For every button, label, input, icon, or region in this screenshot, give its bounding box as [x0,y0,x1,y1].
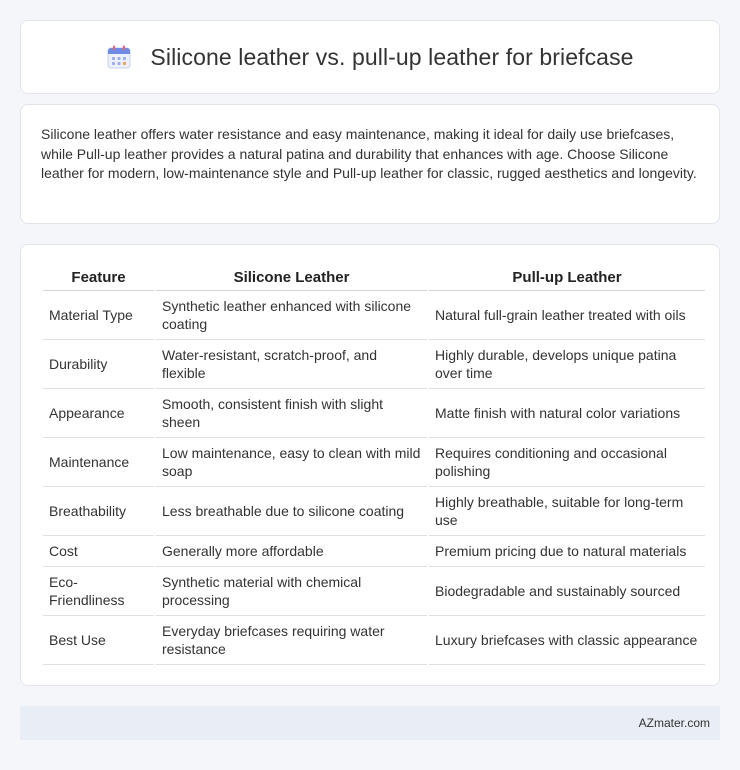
feature-cell: Eco-Friendliness [43,567,154,616]
table-row [43,438,705,487]
silicone-cell: Everyday briefcases requiring water resistance [156,616,427,665]
calendar-icon [106,44,132,70]
feature-cell: Breathability [43,487,154,536]
comparison-table [41,265,707,665]
pullup-cell: Premium pricing due to natural materials [429,536,705,567]
pullup-cell: Matte finish with natural color variations [429,389,705,438]
feature-cell: Appearance [43,389,154,438]
pullup-cell: Highly breathable, suitable for long-term use [429,487,705,536]
column-header-pullup: Pull-up Leather [429,265,705,291]
silicone-cell: Less breathable due to silicone coating [156,487,427,536]
comparison-table-card [20,244,720,686]
column-header-silicone: Silicone Leather [156,265,427,291]
pullup-cell: Luxury briefcases with classic appearance [429,616,705,665]
silicone-cell: Synthetic material with chemical processing [156,567,427,616]
table-row [43,389,705,438]
feature-cell: Best Use [43,616,154,665]
page-title: Silicone leather vs. pull-up leather for briefcase [150,43,634,70]
table-row [43,567,705,616]
feature-cell: Durability [43,340,154,389]
summary-card [20,104,720,224]
table-row [43,291,705,340]
summary-text: Silicone leather offers water resistance and easy maintenance, making it ideal for daily use briefcases, while Pull-up leather provides a natural patina and durability that enhances with age. Choose Silicone leather for modern, low-maintenance style and Pull-up leather for classic, rugged aesthetics and longevity. [41,126,697,181]
footer-site-name: AZmater.com [638,716,710,730]
feature-cell: Maintenance [43,438,154,487]
pullup-cell: Biodegradable and sustainably sourced [429,567,705,616]
silicone-cell: Synthetic leather enhanced with silicone coating [156,291,427,340]
table-row [43,487,705,536]
table-row [43,340,705,389]
pullup-cell: Natural full-grain leather treated with oils [429,291,705,340]
silicone-cell: Low maintenance, easy to clean with mild soap [156,438,427,487]
table-header-row [43,265,705,291]
pullup-cell: Highly durable, develops unique patina over time [429,340,705,389]
pullup-cell: Requires conditioning and occasional polishing [429,438,705,487]
feature-cell: Material Type [43,291,154,340]
silicone-cell: Smooth, consistent finish with slight sheen [156,389,427,438]
title-wrap [106,44,633,71]
footer-bar [20,706,720,740]
silicone-cell: Water-resistant, scratch-proof, and flexible [156,340,427,389]
column-header-feature: Feature [43,265,154,291]
table-row [43,616,705,665]
feature-cell: Cost [43,536,154,567]
title-card [20,20,720,94]
table-row [43,536,705,567]
silicone-cell: Generally more affordable [156,536,427,567]
